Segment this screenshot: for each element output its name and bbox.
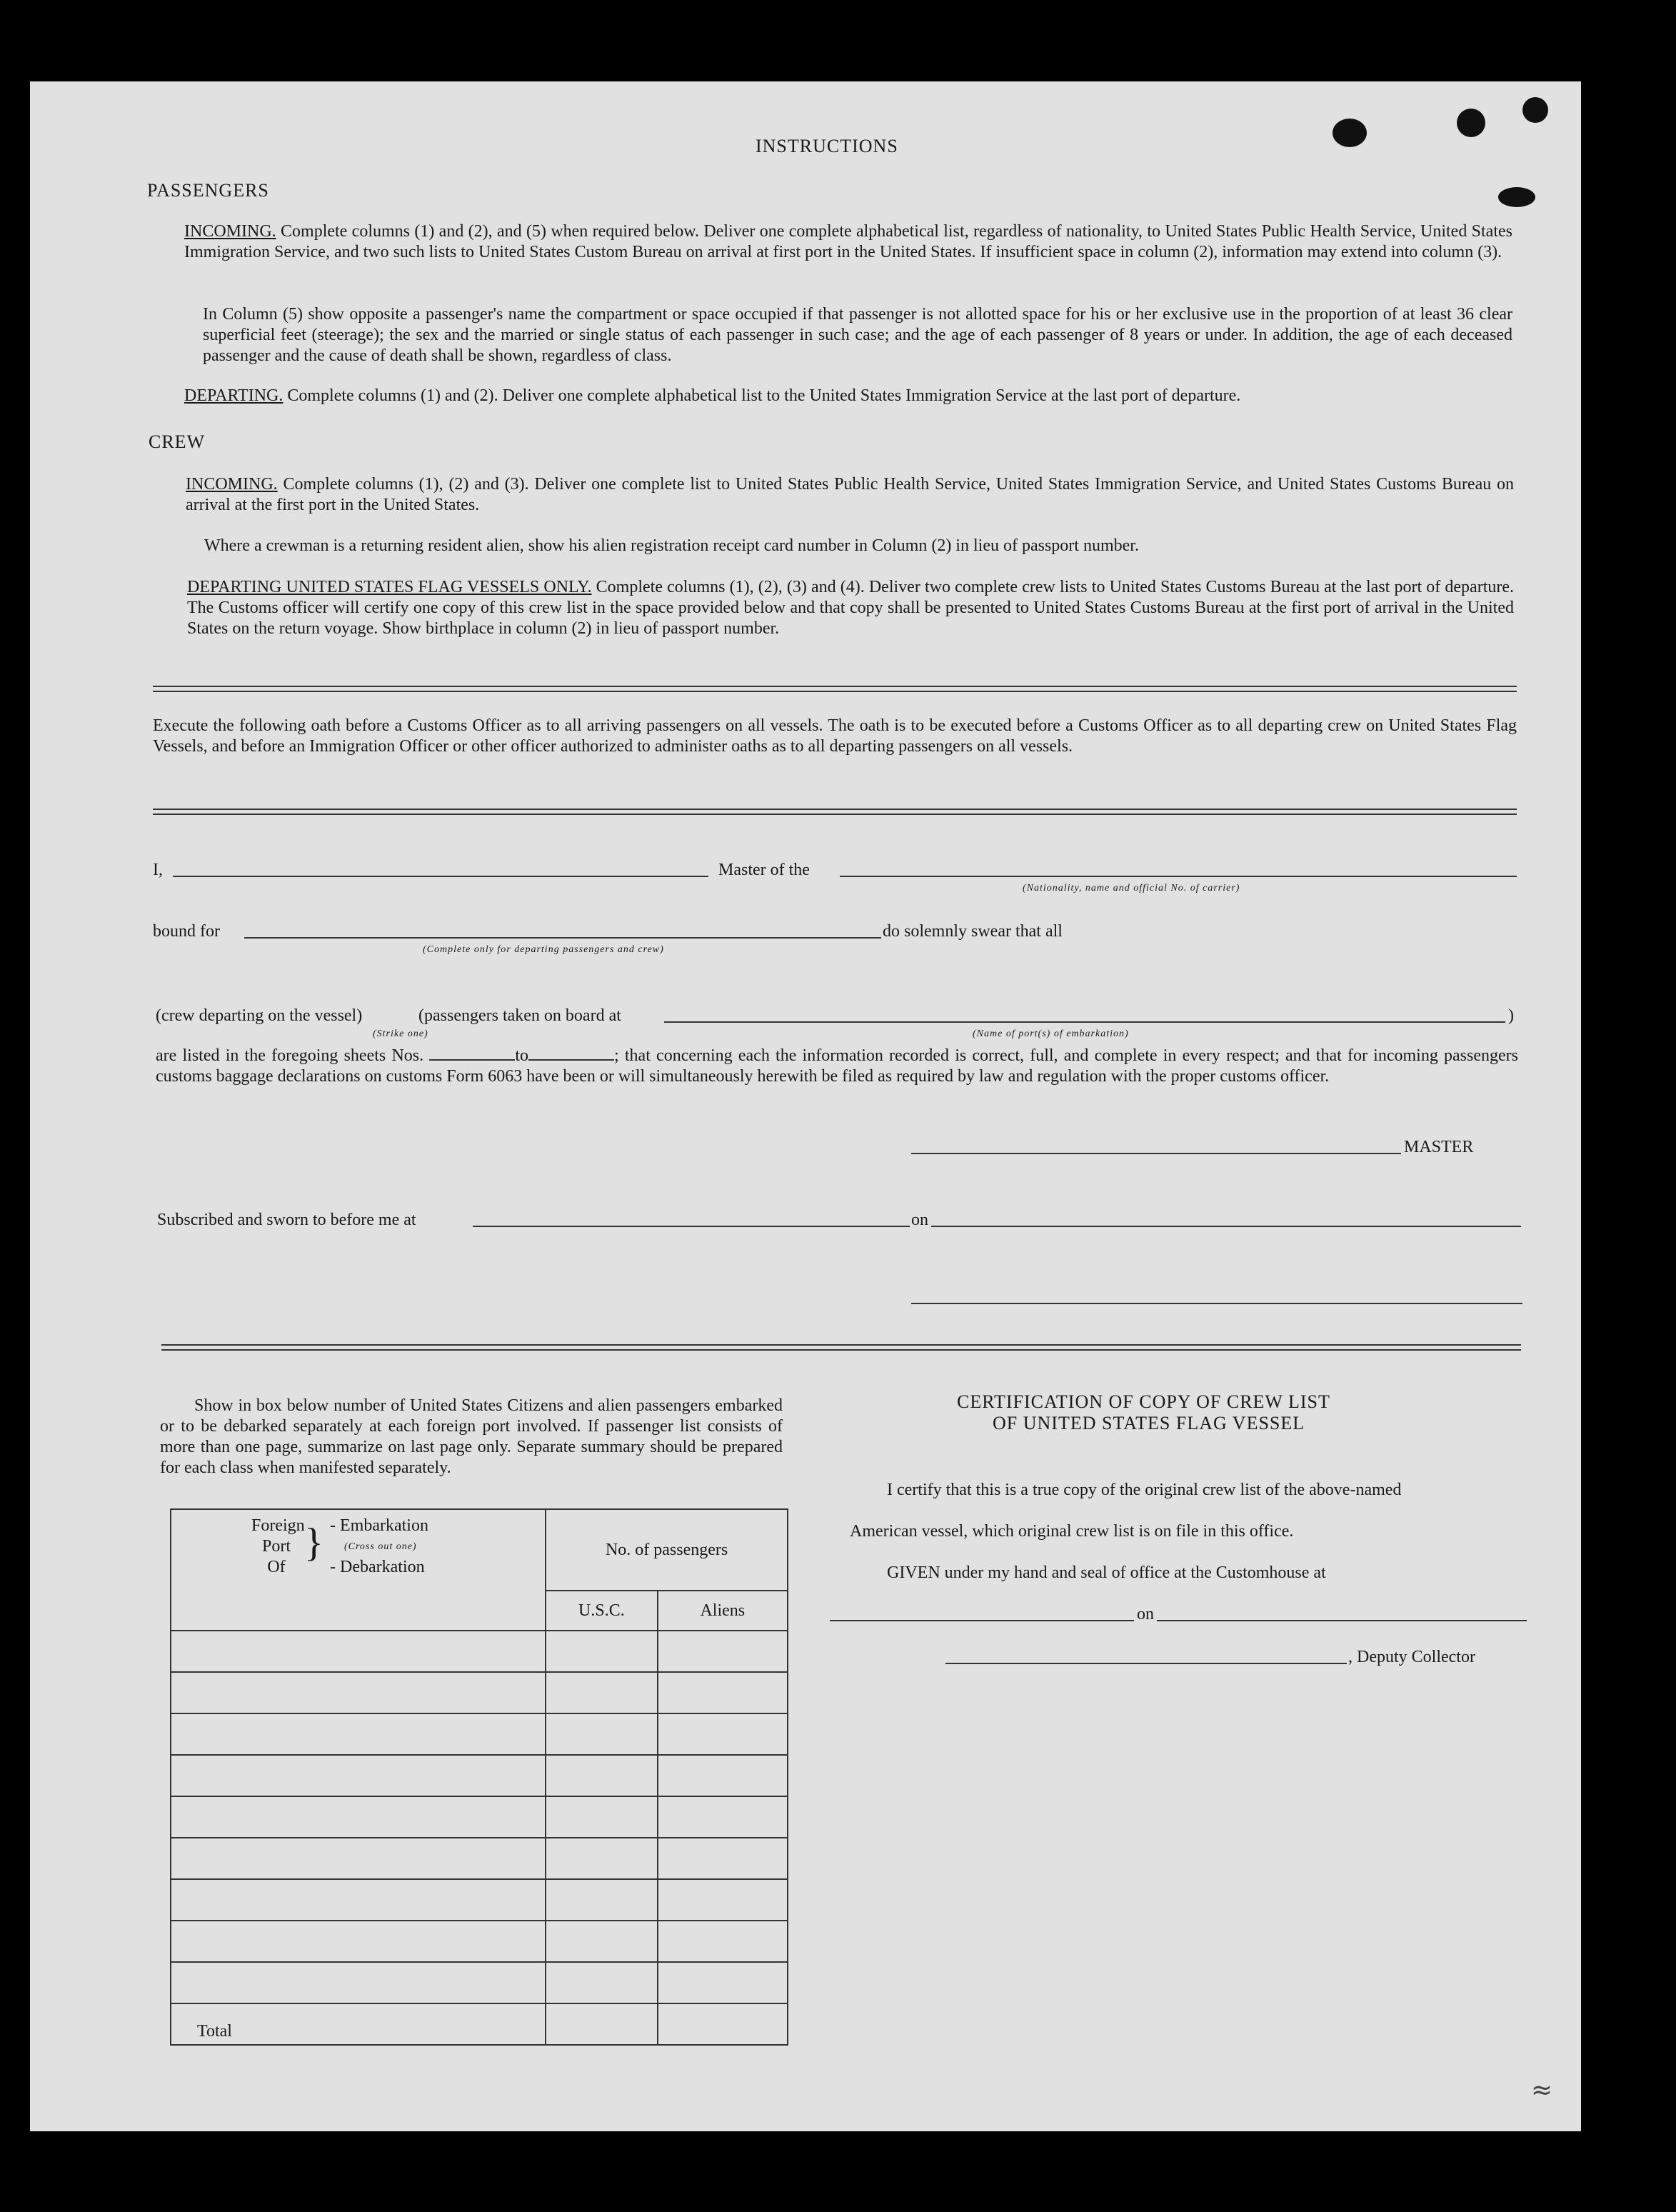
no-passengers-header: No. of passengers: [546, 1509, 788, 1591]
aliens-cell[interactable]: [658, 1962, 788, 2003]
sworn-on: on: [911, 1211, 928, 1229]
master-signature-field[interactable]: [911, 1153, 1401, 1154]
port-cell[interactable]: [171, 1838, 546, 1879]
passenger-summary-table: [170, 1508, 788, 2046]
port-cell[interactable]: [171, 1921, 546, 1962]
cert-title-2: OF UNITED STATES FLAG VESSEL: [993, 1413, 1305, 1433]
deputy-collector: , Deputy Collector: [1348, 1648, 1475, 1666]
deputy-signature-field[interactable]: [945, 1663, 1347, 1664]
oath-intro: Execute the following oath before a Customs Officer as to all arriving passengers on all vessels. The oath is to be executed before a Customs Officer as to all departing crew on United States Flag Vessels, and before an Immigration Officer or other officer authorized to administer oaths as to all departing passengers on all vessels.: [153, 716, 1517, 756]
brace: }: [304, 1521, 323, 1565]
passengers-heading: PASSENGERS: [147, 180, 269, 201]
cert-given: GIVEN under my hand and seal of office at the Customhouse at: [887, 1563, 1326, 1582]
debarkation-label: - Debarkation: [330, 1558, 425, 1576]
crew-departing-label: DEPARTING UNITED STATES FLAG VESSELS ONLY.: [187, 578, 592, 596]
total-label: Total: [197, 2022, 232, 2041]
close-paren: ): [1508, 1006, 1514, 1025]
divider: [161, 1344, 1521, 1351]
customhouse-field[interactable]: [830, 1620, 1134, 1621]
master-label: MASTER: [1404, 1138, 1474, 1156]
crew-departing-option: (crew departing on the vessel): [156, 1006, 363, 1025]
officer-signature-field[interactable]: [911, 1303, 1522, 1304]
port-cell[interactable]: [171, 1672, 546, 1713]
divider: [153, 686, 1517, 692]
master-of-the: Master of the: [718, 861, 810, 879]
usc-cell[interactable]: [546, 1631, 657, 1672]
document-page: [30, 81, 1581, 2131]
cert-on: on: [1137, 1605, 1154, 1623]
crew-incoming-text: Complete columns (1), (2) and (3). Deliver one complete list to United States Public Health Service, United States Immigration Service, and United States Customs Bureau on arrival at the first port in the United States.: [186, 475, 1515, 514]
usc-cell[interactable]: [546, 1921, 657, 1962]
cert-certify: I certify that this is a true copy of the original crew list of the above-named: [887, 1481, 1402, 1499]
corner-mark: ≈: [1531, 2076, 1553, 2105]
cross-out-note: (Cross out one): [344, 1541, 417, 1552]
port-note: (Name of port(s) of embarkation): [973, 1029, 1129, 1039]
listed-paragraph: [156, 1046, 1518, 1087]
cert-date-field[interactable]: [1157, 1620, 1527, 1621]
foreign-port-header: [171, 1509, 546, 1631]
ink-blot: [1498, 187, 1535, 207]
listed-post: ; that concerning each the information recorded is correct, full, and complete in every respect; and that for incoming passengers customs baggage declarations on customs Form 6063 have been or will simultaneously herewith be filed as required by law and regulation with the proper customs officer.: [156, 1046, 1519, 1086]
crew-departing: [187, 577, 1514, 639]
port-cell[interactable]: [171, 1796, 546, 1838]
complete-note: (Complete only for departing passengers and crew): [423, 944, 664, 955]
strike-one-note: (Strike one): [373, 1029, 428, 1039]
usc-cell[interactable]: [546, 1879, 657, 1921]
aliens-header: Aliens: [658, 1591, 788, 1631]
passengers-column5: In Column (5) show opposite a passenger's name the compartment or space occupied if that passenger is not allotted space for his or her exclusive use in the proportion of at least 36 clear superficial feet (steerage); the sex and the married or single status of each passenger in such case; and the age of each passenger of 8 years or under. In addition, the age of each deceased passenger and the cause of death shall be shown, regardless of class.: [203, 305, 1512, 365]
embarkation-port-field[interactable]: [664, 1021, 1505, 1023]
foreign-label: Foreign: [251, 1516, 305, 1535]
usc-header: U.S.C.: [546, 1591, 657, 1631]
aliens-cell[interactable]: [658, 1672, 788, 1713]
sheet-to-field[interactable]: [528, 1059, 614, 1061]
port-cell[interactable]: [171, 1962, 546, 2003]
sworn-date-field[interactable]: [931, 1226, 1521, 1227]
departing-label: DEPARTING.: [184, 386, 283, 405]
incoming-label: INCOMING.: [184, 222, 276, 241]
crew-incoming-label: INCOMING.: [186, 475, 278, 494]
bound-for-field[interactable]: [244, 937, 881, 939]
bound-for: bound for: [153, 922, 220, 941]
of-label: Of: [267, 1558, 286, 1576]
aliens-cell[interactable]: [658, 1796, 788, 1838]
cert-american: American vessel, which original crew list is on file in this office.: [850, 1522, 1294, 1541]
aliens-cell[interactable]: [658, 1921, 788, 1962]
passengers-incoming: [184, 221, 1512, 263]
sheet-from-field[interactable]: [429, 1059, 515, 1061]
listed-to: to: [515, 1046, 528, 1065]
oath-i: I,: [153, 861, 163, 879]
sworn-place-field[interactable]: [473, 1226, 910, 1227]
aliens-total-cell[interactable]: [658, 2003, 788, 2045]
aliens-cell[interactable]: [658, 1838, 788, 1879]
port-cell[interactable]: [171, 1755, 546, 1796]
total-label-cell: [171, 2003, 546, 2045]
ink-blot: [1333, 119, 1367, 147]
page-title: INSTRUCTIONS: [756, 136, 898, 156]
incoming-text: Complete columns (1) and (2), and (5) when required below. Deliver one complete alphabetical list, regardless of nationality, to United States Public Health Service, United States Immigration Service, and two such lists to United States Custom Bureau on arrival at first port in the United States. If insufficient space in column (2), information may extend into column (3).: [184, 222, 1512, 261]
usc-cell[interactable]: [546, 1672, 657, 1713]
master-name-field[interactable]: [173, 876, 708, 877]
usc-cell[interactable]: [546, 1796, 657, 1838]
departing-text: Complete columns (1) and (2). Deliver one complete alphabetical list to the United States Immigration Service at the last port of departure.: [287, 386, 1241, 405]
usc-cell[interactable]: [546, 1962, 657, 2003]
usc-cell[interactable]: [546, 1755, 657, 1796]
crew-heading: CREW: [149, 431, 206, 452]
cert-title-1: CERTIFICATION OF COPY OF CREW LIST: [957, 1391, 1330, 1412]
passengers-taken-option: (passengers taken on board at: [418, 1006, 621, 1025]
ink-blot: [1457, 109, 1485, 137]
subscribed-text: Subscribed and sworn to before me at: [157, 1211, 416, 1229]
port-cell[interactable]: [171, 1879, 546, 1921]
port-cell[interactable]: [171, 1713, 546, 1755]
aliens-cell[interactable]: [658, 1631, 788, 1672]
summary-intro: Show in box below number of United States Citizens and alien passengers embarked or to be debarked separately at each foreign port involved. If passenger list consists of more than one page, summarize on last page only. Separate summary should be prepared for each class when manifested separately.: [160, 1396, 783, 1477]
divider: [153, 809, 1517, 815]
carrier-field[interactable]: [840, 876, 1517, 877]
usc-cell[interactable]: [546, 1838, 657, 1879]
listed-pre: are listed in the foregoing sheets Nos.: [156, 1046, 424, 1065]
ink-blot: [1522, 97, 1548, 123]
crew-incoming: [186, 474, 1514, 516]
passengers-departing: [184, 386, 1512, 406]
crew-departing-text: Complete columns (1), (2), (3) and (4). Deliver two complete crew lists to United States Customs Bureau at the last port of departure. The Customs officer will certify one copy of this crew list in the space provided below and that copy shall be presented to United States Customs Bureau at the first port of arrival in the United States on the return voyage. Show birthplace in column (2) in lieu of passport number.: [187, 578, 1515, 638]
nationality-note: (Nationality, name and official No. of carrier): [1023, 883, 1240, 894]
aliens-cell[interactable]: [658, 1879, 788, 1921]
crew-resident: Where a crewman is a returning resident alien, show his alien registration receipt card number in Column (2) in lieu of passport number.: [204, 536, 1139, 555]
port-cell[interactable]: [171, 1631, 546, 1672]
usc-total-cell[interactable]: [546, 2003, 657, 2045]
aliens-cell[interactable]: [658, 1713, 788, 1755]
embarkation-label: - Embarkation: [330, 1516, 428, 1535]
usc-cell[interactable]: [546, 1713, 657, 1755]
port-label: Port: [261, 1537, 291, 1556]
aliens-cell[interactable]: [658, 1755, 788, 1796]
swear-text: do solemnly swear that all: [883, 922, 1063, 941]
